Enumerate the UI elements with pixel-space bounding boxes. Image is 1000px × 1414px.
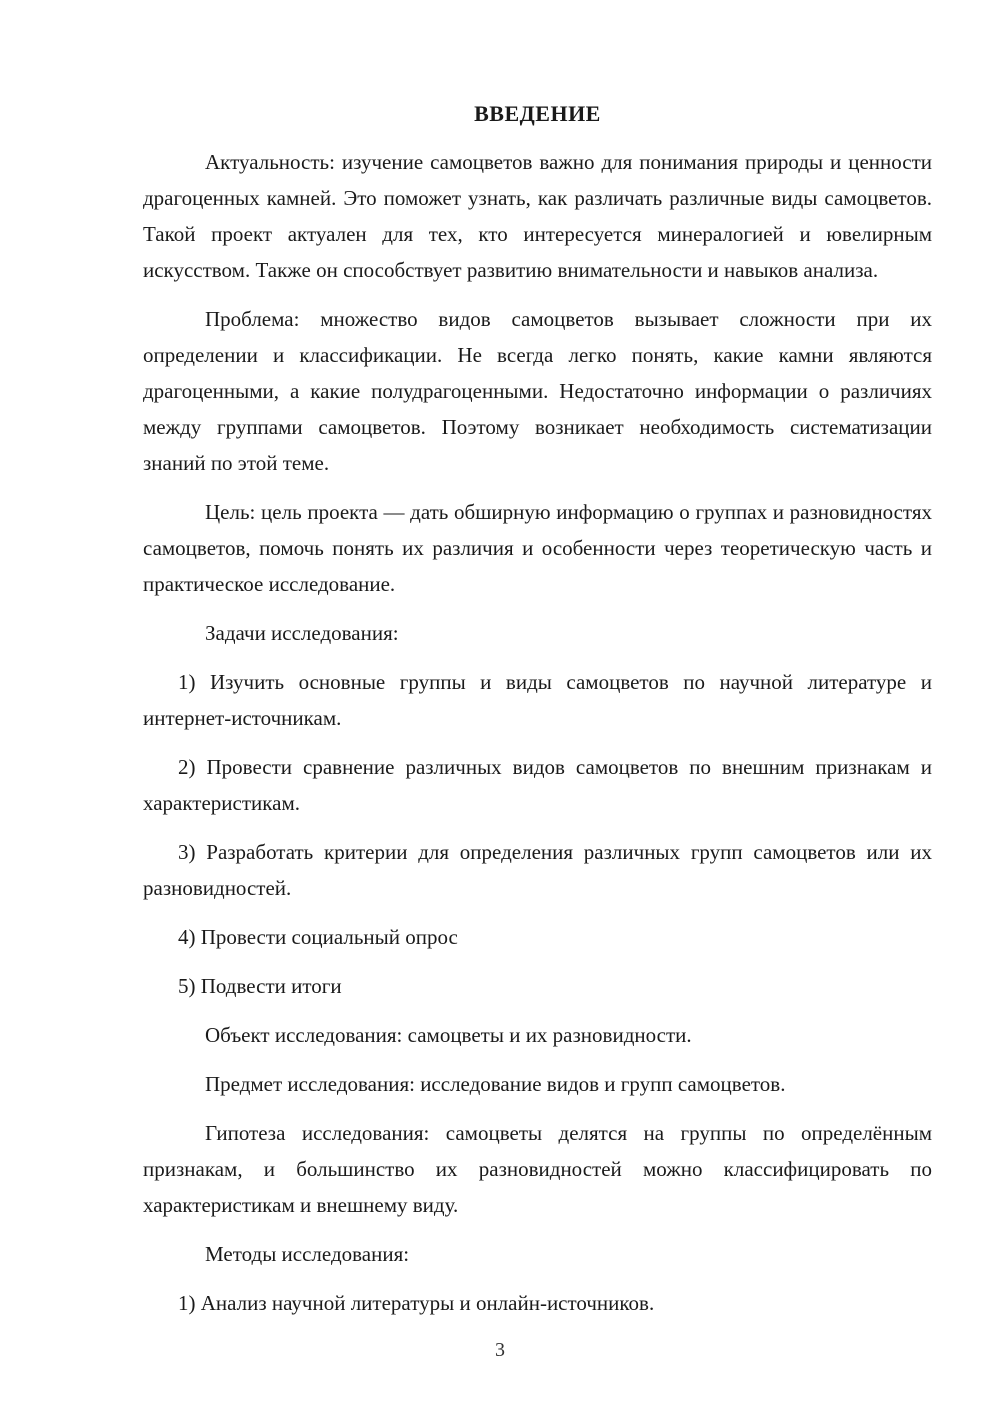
paragraph-metody-heading: Методы исследования: — [205, 1242, 410, 1266]
page-title: ВВЕДЕНИЕ — [474, 101, 601, 126]
list-item-task-2: 2) Провести сравнение различных видов самоцветов по внешним признакам и характеристикам. — [143, 755, 932, 815]
paragraph-problema: Проблема: множество видов самоцветов вызывает сложности при их определении и классификации. Не всегда легко понять, какие камни являются драгоценными, а какие полудрагоценными. Недостаточно информации о различиях между группами самоцветов. Поэтому возникает необходимость систематизации знаний по этой теме. — [143, 307, 932, 475]
paragraph-obyekt: Объект исследования: самоцветы и их разновидности. — [205, 1023, 692, 1047]
paragraph-zadachi-heading: Задачи исследования: — [205, 621, 399, 645]
page-number: 3 — [495, 1339, 505, 1361]
list-item-task-3: 3) Разработать критерии для определения различных групп самоцветов или их разновидностей. — [143, 840, 932, 900]
list-item-task-1: 1) Изучить основные группы и виды самоцветов по научной литературе и интернет-источникам. — [143, 670, 932, 730]
paragraph-tsel: Цель: цель проекта — дать обширную информацию о группах и разновидностях самоцветов, помочь понять их различия и особенности через теоретическую часть и практическое исследование. — [143, 500, 932, 596]
list-item-task-4: 4) Провести социальный опрос — [178, 925, 458, 949]
paragraph-gipoteza: Гипотеза исследования: самоцветы делятся на группы по определённым признакам, и большинство их разновидностей можно классифицировать по характеристикам и внешнему виду. — [143, 1121, 932, 1217]
paragraph-aktualnost: Актуальность: изучение самоцветов важно для понимания природы и ценности драгоценных камней. Это поможет узнать, как различать различные виды самоцветов. Такой проект актуален для тех, кто интересуется минералогией и ювелирным искусством. Также он способствует развитию внимательности и навыков анализа. — [143, 150, 932, 282]
list-item-method-1: 1) Анализ научной литературы и онлайн-источников. — [178, 1291, 655, 1315]
list-item-task-5: 5) Подвести итоги — [178, 974, 342, 998]
paragraph-predmet: Предмет исследования: исследование видов и групп самоцветов. — [205, 1072, 786, 1096]
